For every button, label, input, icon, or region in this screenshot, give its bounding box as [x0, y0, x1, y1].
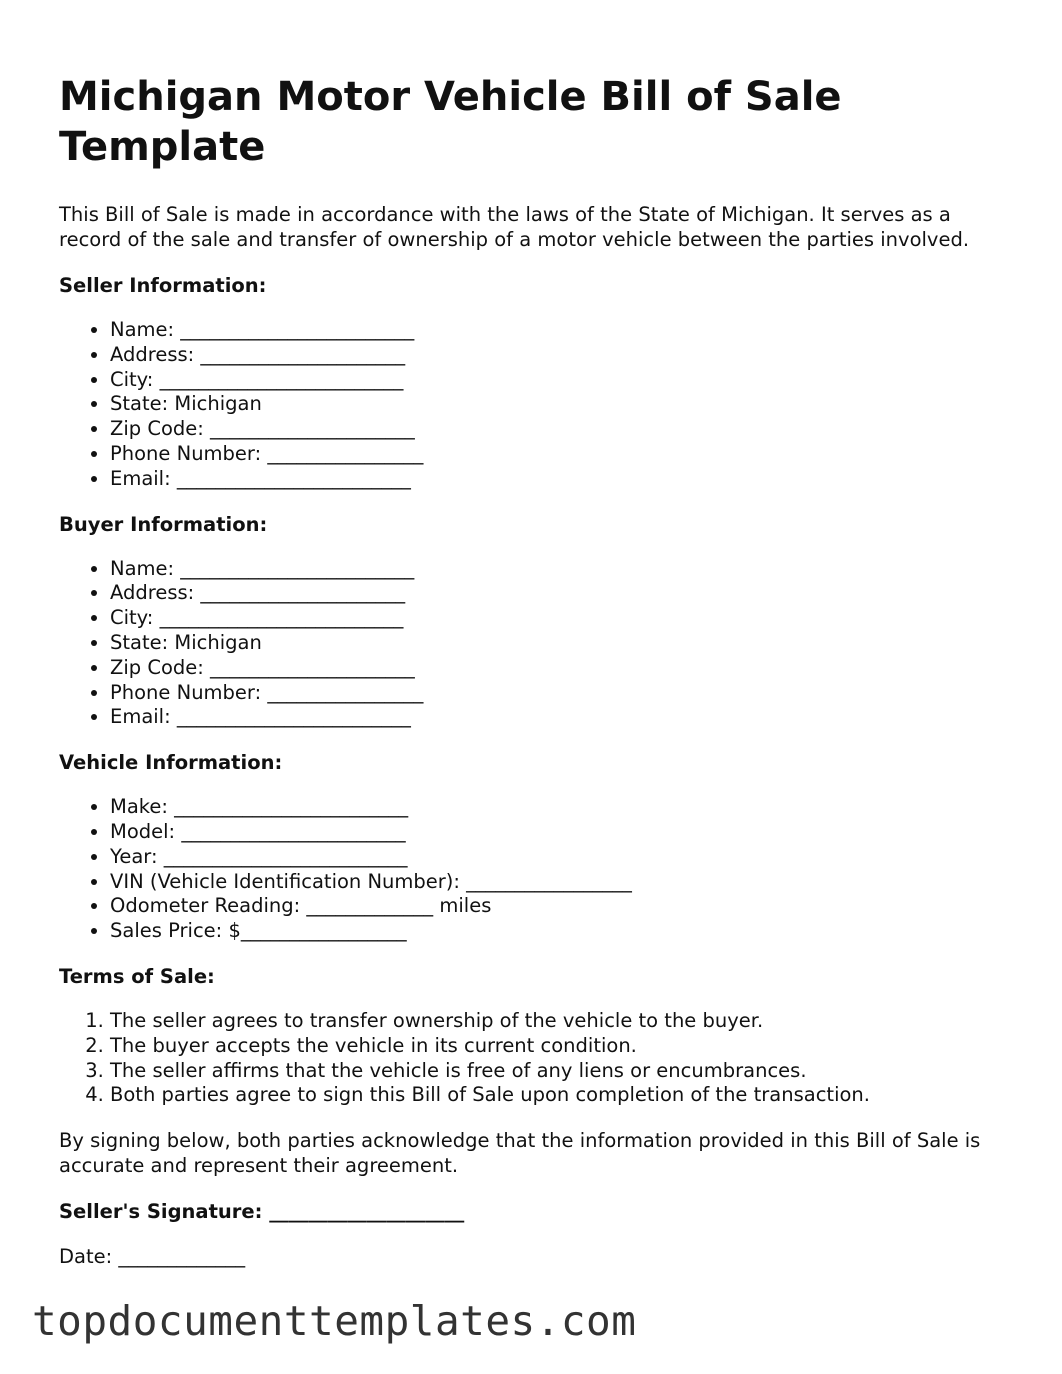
seller-zip-field: • Zip Code: _____________________: [110, 417, 999, 442]
seller-phone-field: • Phone Number: ________________: [110, 442, 999, 467]
vehicle-make-field: • Make: ________________________: [110, 795, 999, 820]
page-title: Michigan Motor Vehicle Bill of Sale Template: [59, 74, 842, 170]
buyer-section-heading: Buyer Information:: [59, 512, 268, 536]
vehicle-vin-field: • VIN (Vehicle Identification Number): _________________: [110, 870, 999, 895]
date-line: Date: _____________: [59, 1245, 246, 1269]
buyer-state-field: • State: Michigan: [110, 631, 999, 656]
intro-paragraph: This Bill of Sale is made in accordance with the laws of the State of Michigan. It serves as a record of the sale and transfer of ownership of a motor vehicle between the parties involved.: [59, 203, 970, 251]
vehicle-year-field: • Year: _________________________: [110, 845, 999, 870]
seller-info-list: [59, 318, 999, 492]
buyer-address-field: • Address: _____________________: [110, 581, 999, 606]
buyer-info-list: [59, 557, 999, 731]
terms-item: 4. Both parties agree to sign this Bill of Sale upon completion of the transaction.: [110, 1083, 999, 1108]
buyer-name-field: • Name: ________________________: [110, 557, 999, 582]
site-watermark: topdocumenttemplates.com: [32, 1297, 637, 1345]
vehicle-odometer-field: • Odometer Reading: _____________ miles: [110, 894, 999, 919]
vehicle-info-list: [59, 795, 999, 944]
terms-list: [59, 1009, 999, 1108]
document-page: [59, 72, 999, 1269]
seller-state-field: • State: Michigan: [110, 392, 999, 417]
buyer-city-field: • City: _________________________: [110, 606, 999, 631]
vehicle-model-field: • Model: _______________________: [110, 820, 999, 845]
seller-name-field: • Name: ________________________: [110, 318, 999, 343]
closing-paragraph: By signing below, both parties acknowledge that the information provided in this Bill of Sale is accurate and represent their agreement.: [59, 1129, 981, 1178]
seller-email-field: • Email: ________________________: [110, 467, 999, 492]
seller-section-heading: Seller Information:: [59, 274, 267, 297]
vehicle-section-heading: Vehicle Information:: [59, 751, 283, 775]
vehicle-price-field: • Sales Price: $_________________: [110, 919, 999, 944]
buyer-email-field: • Email: ________________________: [110, 705, 999, 730]
terms-item: 1. The seller agrees to transfer ownership of the vehicle to the buyer.: [110, 1009, 999, 1034]
buyer-zip-field: • Zip Code: _____________________: [110, 656, 999, 681]
terms-section-heading: Terms of Sale:: [59, 964, 215, 988]
buyer-phone-field: • Phone Number: ________________: [110, 681, 999, 706]
seller-address-field: • Address: _____________________: [110, 343, 999, 368]
seller-signature-line: Seller's Signature: ____________________: [59, 1200, 465, 1224]
terms-item: 3. The seller affirms that the vehicle is free of any liens or encumbrances.: [110, 1059, 999, 1084]
seller-city-field: • City: _________________________: [110, 368, 999, 393]
terms-item: 2. The buyer accepts the vehicle in its current condition.: [110, 1034, 999, 1059]
